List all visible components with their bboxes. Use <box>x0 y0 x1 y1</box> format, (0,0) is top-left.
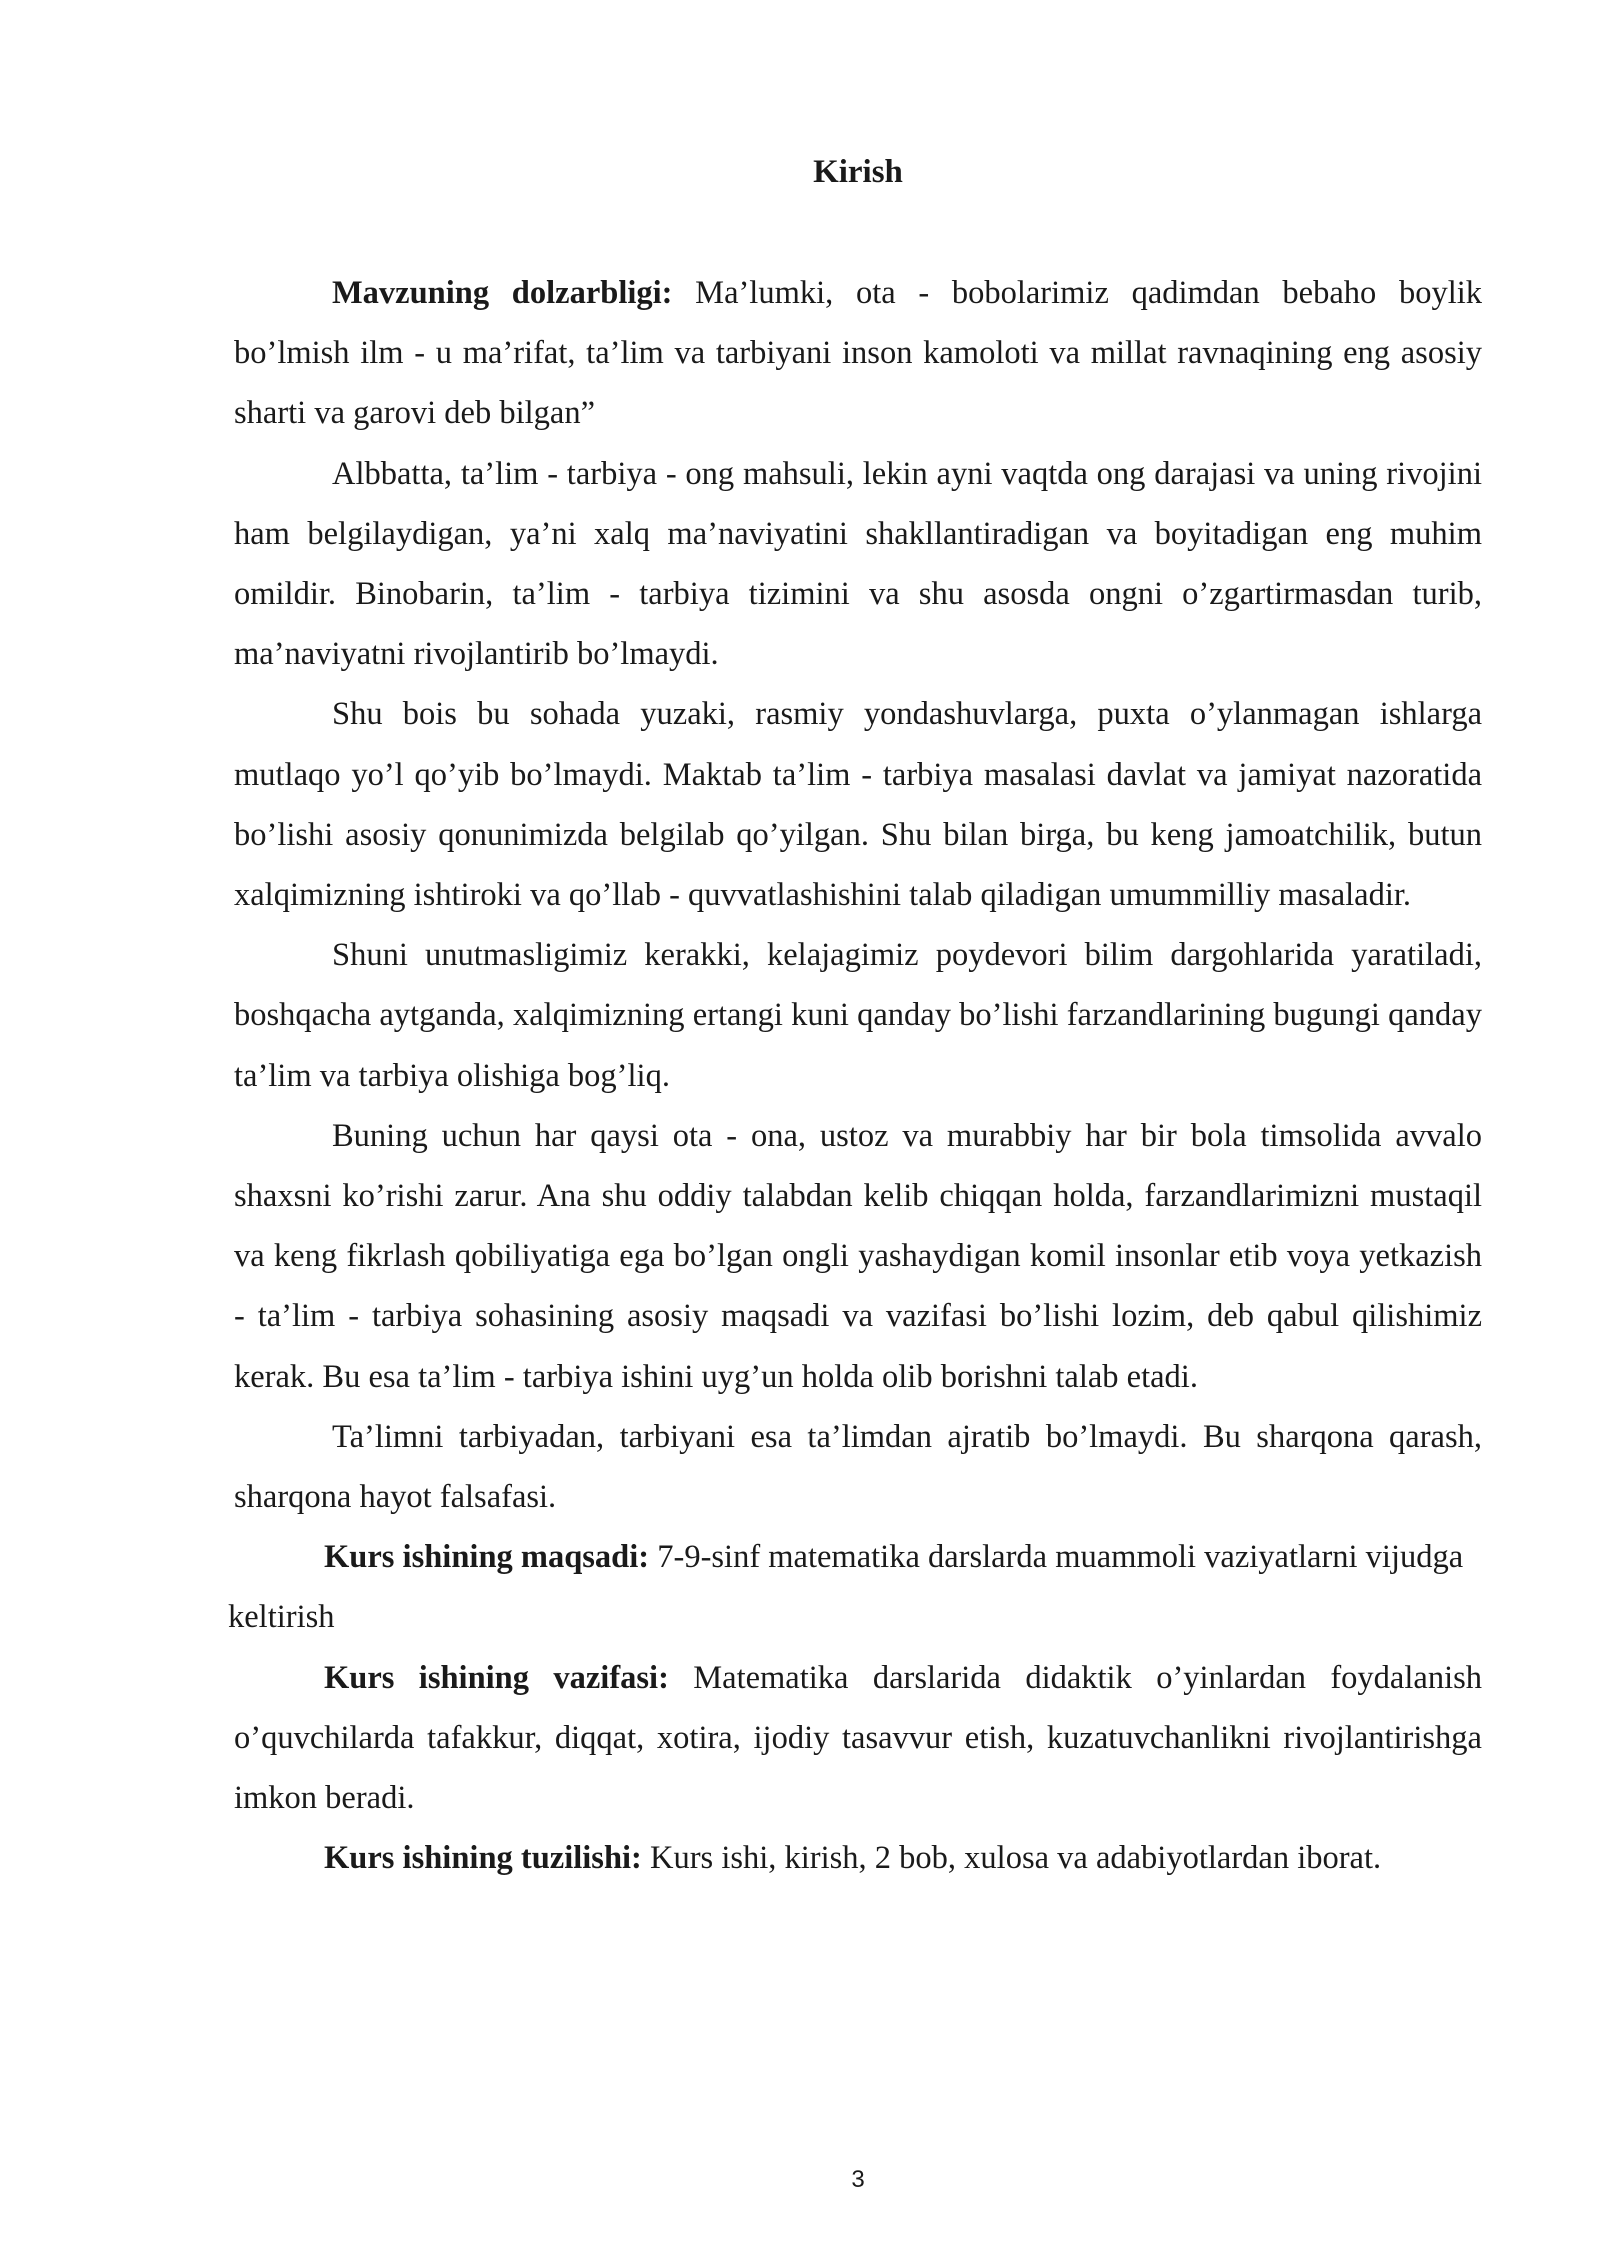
paragraph <box>234 444 1482 685</box>
paragraph <box>234 1407 1482 1527</box>
paragraph <box>234 1106 1482 1407</box>
paragraph-relevance <box>234 263 1482 444</box>
paragraph <box>234 684 1482 925</box>
paragraph-label: Kurs ishining vazifasi: <box>324 1659 669 1696</box>
paragraph-label: Mavzuning dolzarbligi: <box>332 275 673 311</box>
paragraph-goal <box>228 1527 1482 1647</box>
paragraph-text: Kurs ishi, kirish, 2 bob, xulosa va adabiyotlardan iborat. <box>641 1840 1382 1877</box>
paragraph <box>234 925 1482 1106</box>
section-title: Kirish <box>813 154 903 190</box>
paragraph-text: Buning uchun har qaysi ota - ona, ustoz va murabbiy har bir bola timsolida avvalo shaxsni ko’rishi zarur. Ana shu oddiy talabdan kelib chiqqan holda, farzandlarimizni mustaqil va keng fikrlash qobiliyatiga ega bo’lgan ongli yashaydigan komil insonlar etib voya yetkazish - ta’lim - tarbiya sohasining asosiy maqsadi va vazifasi bo’lishi lozim, deb qabul qilishimiz kerak. Bu esa ta’lim - tarbiya ishini uyg’un holda olib borishni talab etadi. <box>234 1117 1482 1395</box>
document-page <box>228 0 1483 2262</box>
paragraph-text: 7-9-sinf matematika darslarda muammoli vaziyatlarni vijudga keltirish <box>228 1539 1464 1636</box>
paragraph-text: Albbatta, ta’lim - tarbiya - ong mahsuli, lekin ayni vaqtda ong darajasi va uning rivojini ham belgilaydigan, ya’ni xalq ma’naviyatini shakllantiradigan va boyitadigan eng muhim omildir. Binobarin, ta’lim - tarbiya tizimini va shu asosda ongni o’zgartirmasdan turib, ma’naviyatni rivojlantirib bo’lmaydi. <box>234 455 1482 673</box>
page-number: 3 <box>851 2166 865 2193</box>
paragraph-text: Ta’limni tarbiyadan, tarbiyani esa ta’limdan ajratib bo’lmaydi. Bu sharqona qarash, sharqona hayot falsafasi. <box>234 1418 1482 1516</box>
paragraph-text: Matematika darslarida didaktik o’yinlardan foydalanish o’quvchilarda tafakkur, diqqat, xotira, ijodiy tasavvur etish, kuzatuvchanlikni rivojlantirishga imkon beradi. <box>234 1659 1482 1817</box>
body-text <box>228 263 1483 1888</box>
paragraph-label: Kurs ishining tuzilishi: <box>324 1840 642 1877</box>
paragraph-text: Shu bois bu sohada yuzaki, rasmiy yondashuvlarga, puxta o’ylanmagan ishlarga mutlaqo yo’l qo’yib bo’lmaydi. Maktab ta’lim - tarbiya masalasi davlat va jamiyat nazoratida bo’lishi asosiy qonunimizda belgilab qo’yilgan. Shu bilan birga, bu keng jamoatchilik, butun xalqimizning ishtiroki va qo’llab - quvvatlashishini talab qiladigan umummilliy masaladir. <box>234 696 1482 914</box>
paragraph-task <box>234 1648 1482 1829</box>
paragraph-label: Kurs ishining maqsadi: <box>324 1539 650 1576</box>
paragraph-structure <box>234 1828 1482 1888</box>
paragraph-text: Shuni unutmasligimiz kerakki, kelajagimiz poydevori bilim dargohlarida yaratiladi, boshqacha aytganda, xalqimizning ertangi kuni qanday bo’lishi farzandlarining bugungi qanday ta’lim va tarbiya olishiga bog’liq. <box>234 937 1482 1094</box>
paragraph-text: Ma’lumki, ota - bobolarimiz qadimdan bebaho boylik bo’lmish ilm - u ma’rifat, ta’lim va tarbiyani inson kamoloti va millat ravnaqining eng asosiy sharti va garovi deb bilgan” <box>234 275 1483 432</box>
